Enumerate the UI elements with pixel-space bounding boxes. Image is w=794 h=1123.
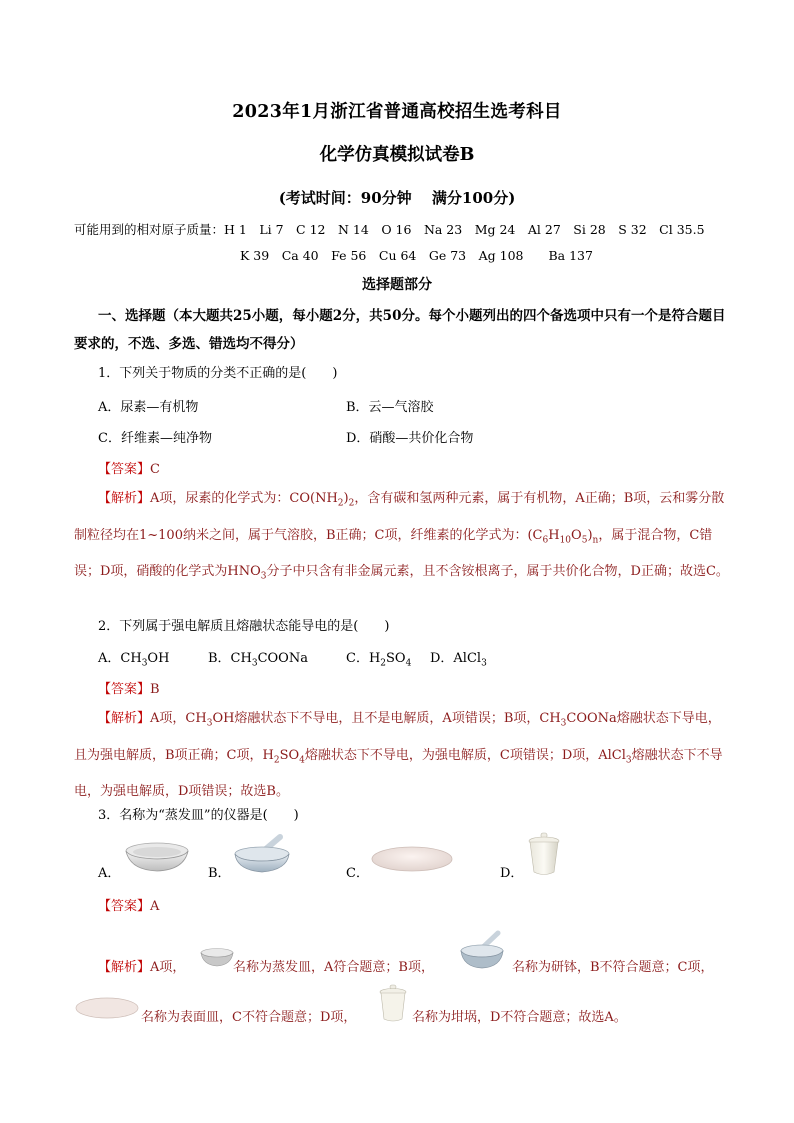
q2-stem: 2．下列属于强电解质且熔融状态能导电的是( ) [98,619,390,634]
analysis-text: ，含有碳和氢两种元素，属于有机物，A正确；B项，云和雾分散制粒径均在1~100纳米之间，属于气溶胶，B正确；C项，纤维素的化学式为：(C [74,491,725,543]
subscript: 2 [380,658,387,669]
q3-option-d: D． [500,866,524,881]
q2-answer [98,678,160,697]
answer-value: A [150,899,160,914]
exam-info: (考试时间：90分钟 满分100分) [278,189,516,207]
q1-stem: 1．下列关于物质的分类不正确的是( ) [98,366,338,381]
answer-value: B [150,682,160,697]
q3-analysis-line2 [141,1006,356,1025]
analysis-text: A项， [150,960,186,975]
subscript: 3 [141,658,148,669]
analysis-tag: 【解析】 [98,960,151,975]
q2-analysis [74,703,730,807]
analysis-text: A项，尿素的化学式为：CO(NH [150,491,338,506]
subscript: 3 [625,755,632,766]
watch-glass-small-icon [74,994,140,1022]
q1-option-b: B．云—气溶胶 [346,400,434,415]
q3-option-c: C． [346,866,369,881]
q3-option-a: A． [98,866,121,881]
subscript: 4 [299,755,305,766]
analysis-text: 名称为表面皿，C不符合题意；D项， [141,1010,357,1025]
subscript: 2 [273,755,280,766]
analysis-text: ，属于混合物，C错误；D项，硝酸的化学式为HNO [74,527,713,580]
crucible-small-icon [376,984,410,1024]
q3-analysis-line1b [233,956,434,975]
analysis-text: OH熔融状态下不导电，且不是电解质，A项错误；B项，CH [212,711,561,726]
option-text: D．AlCl [430,651,482,666]
option-text: A．CH [98,651,142,666]
q1-option-a: A．尿素—有机物 [98,400,199,415]
subscript: 10 [559,535,572,546]
analysis-text: 熔融状态下不导电，为强电解质，C项错误；D项，AlCl [304,747,626,763]
q1-option-c: C．纤维素—纯净物 [98,431,212,446]
analysis-text: ) [343,491,349,506]
atomic-masses-line2: K 39 Ca 40 Fe 56 Cu 64 Ge 73 Ag 108 Ba 137 [240,248,593,263]
q3-stem: 3．名称为“蒸发皿”的仪器是( ) [98,808,299,823]
analysis-text: O [571,527,582,543]
q2-option-d [430,647,487,669]
q3-answer [98,895,159,914]
q1-analysis [74,483,730,593]
option-text: OH [147,651,170,666]
q3-option-b: B． [208,866,231,881]
analysis-text: 熔融状态下不导电，为强电解质，D项错误；故选B。 [74,747,723,800]
crucible-icon [526,832,562,878]
analysis-text: ) [587,527,593,543]
mortar-pestle-icon [232,834,292,876]
analysis-tag: 【解析】 [98,711,151,726]
q2-option-b [208,647,308,669]
q3-analysis-line1 [98,956,185,975]
exam-subtitle: 化学仿真模拟试卷B [319,145,475,165]
option-text: B．CH [208,651,252,666]
q1-option-d: D．硝酸—共价化合物 [346,431,474,446]
q2-option-c [346,647,411,669]
option-text: SO [386,651,406,666]
answer-tag: 【答案】 [98,899,151,914]
subscript: 5 [581,535,588,546]
q2-option-a [98,647,169,669]
analysis-text: 名称为蒸发皿，A符合题意；B项， [233,960,434,975]
analysis-text: 名称为坩埚，D不符合题意；故选A。 [412,1010,627,1025]
exam-title: 2023年1月浙江省普通高校招生选考科目 [232,102,562,122]
analysis-text: A项，CH [150,711,207,726]
answer-tag: 【答案】 [98,682,151,697]
analysis-text: SO [279,747,300,763]
q3-analysis-line1c [512,956,714,975]
subscript: 3 [481,658,487,669]
subscript: 3 [560,718,567,729]
subscript: 3 [206,718,213,729]
evaporating-dish-small-icon [199,946,235,968]
answer-value: C [150,462,160,477]
subscript: 2 [348,498,355,509]
analysis-text: 分子中只含有非金属元素，且不含铵根离子，属于共价化合物，D正确；故选C。 [266,564,729,580]
analysis-text: COONa熔融状态下导电，且为强电解质，B项正确；C项，H [74,711,721,763]
subscript: n [592,535,599,546]
atomic-masses-line1: 可能用到的相对原子质量：H 1 Li 7 C 12 N 14 O 16 Na 23 Mg 24 Al 27 Si 28 S 32 Cl 35.5 [74,222,705,237]
option-text: COONa [257,651,308,666]
analysis-text: 名称为研钵，B不符合题意；C项， [512,960,714,975]
evaporating-dish-icon [124,840,190,874]
q1-answer [98,458,160,477]
subscript: 3 [251,658,258,669]
option-text: C．H [346,651,381,666]
q3-analysis-line2b [412,1006,627,1025]
analysis-tag: 【解析】 [98,491,151,506]
mortar-pestle-small-icon [458,930,506,972]
part-heading: 一、选择题（本大题共25小题，每小题2分，共50分。每个小题列出的四个备选项中只有一个是符合题目要求的，不选、多选、错选均不得分） [74,308,726,352]
watch-glass-icon [370,844,454,874]
answer-tag: 【答案】 [98,462,151,477]
subscript: 3 [260,571,267,582]
subscript: 2 [337,498,344,509]
subscript: 4 [405,658,412,669]
subscript: 6 [542,535,549,546]
analysis-text: H [548,527,560,543]
section-heading: 选择题部分 [362,277,432,293]
